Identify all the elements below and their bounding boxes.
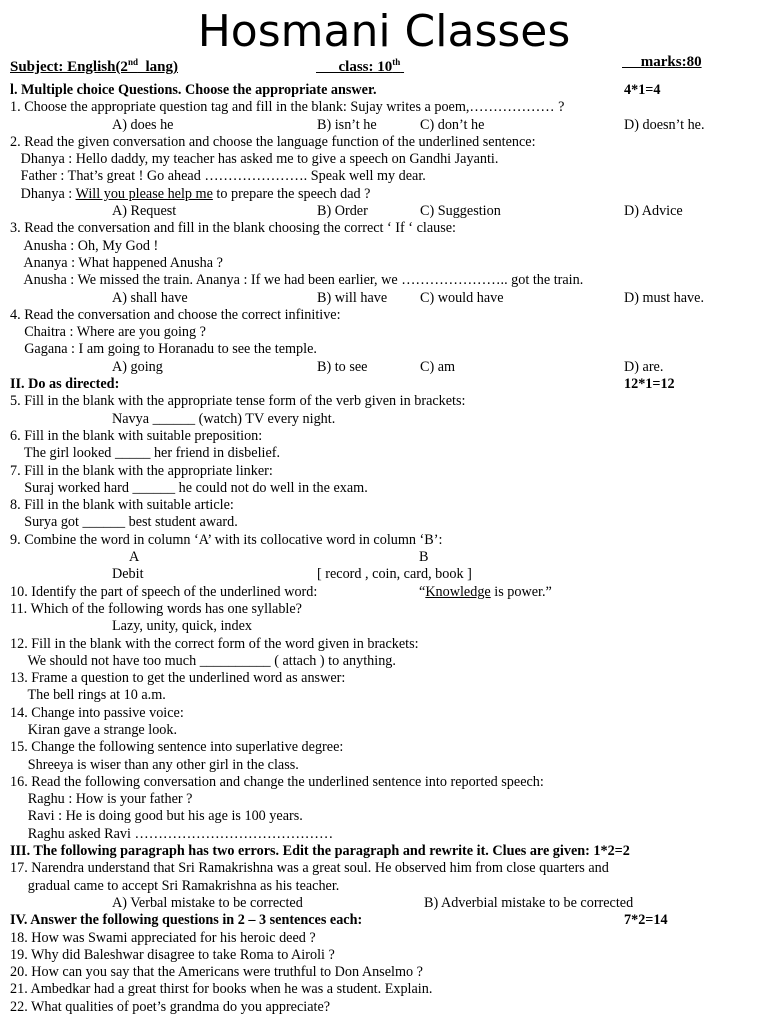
dialogue-line (10, 808, 760, 825)
question (10, 532, 760, 549)
question-text: 9. Combine the word in column ‘A’ with its collocative word in column ‘B’: (10, 531, 443, 548)
dialogue-text: Chaitra : Where are you going ? (10, 324, 206, 341)
question (10, 774, 760, 791)
question-text: 19. Why did Baleshwar disagree to take Roma to Airoli ? (10, 946, 335, 963)
option-a: A) shall have (112, 289, 188, 306)
option-d: D) Advice (624, 203, 683, 220)
section-title: III. The following paragraph has two errors. Edit the paragraph and rewrite it. Clues are given: 1*2=2 (10, 843, 630, 860)
underlined-sentence: Will you please help me (75, 185, 213, 202)
sub-text: Shreeya is wiser than any other girl in the class. (10, 756, 299, 773)
question-text: 16. Read the following conversation and change the underlined sentence into reported speech: (10, 773, 544, 790)
option-c: C) would have (420, 289, 504, 306)
option-b: B) to see (317, 358, 368, 375)
underlined-word: Knowledge (425, 583, 491, 600)
dialogue-text: Raghu asked Ravi …………………………………… (10, 825, 334, 842)
section-title: l. Multiple choice Questions. Choose the appropriate answer. (10, 82, 377, 98)
question-text: 13. Frame a question to get the underlined word as answer: (10, 670, 346, 687)
sub-text: Kiran gave a strange look. (10, 721, 178, 738)
question-text: 4. Read the conversation and choose the correct infinitive: (10, 306, 341, 323)
question-text: 1. Choose the appropriate question tag and fill in the blank: Sujay writes a poem,……………… ? (10, 99, 565, 116)
question-sub (10, 411, 760, 428)
option-c: C) Suggestion (420, 203, 501, 220)
question (10, 428, 760, 445)
question-sub (10, 687, 760, 704)
dialogue-line (10, 238, 760, 255)
page-title: Hosmani Classes (197, 6, 571, 57)
question (10, 981, 760, 998)
column-headers (10, 549, 760, 566)
option-a: A) Request (112, 203, 177, 220)
dialogue-line (10, 826, 760, 843)
question (10, 964, 760, 981)
class-label (316, 52, 404, 77)
option-d: D) must have. (624, 289, 704, 306)
option-c: C) am (420, 358, 456, 375)
option-a: A) does he (112, 116, 174, 133)
quote-rest: is power.” (490, 583, 552, 600)
sub-text: We should not have too much __________ ( attach ) to anything. (10, 652, 396, 669)
question (10, 705, 760, 722)
question-sub (10, 480, 760, 497)
column-a-header: A (129, 549, 140, 566)
dialogue-text: Ravi : He is doing good but his age is 100 years. (10, 808, 303, 825)
question (10, 307, 760, 324)
question-text: 15. Change the following sentence into superlative degree: (10, 739, 344, 756)
question-text: 3. Read the conversation and fill in the blank choosing the correct ‘ If ‘ clause: (10, 220, 456, 237)
question (10, 220, 760, 237)
dialogue-speaker: Dhanya : (10, 185, 76, 202)
quote-open: “ (419, 583, 426, 600)
dialogue-line (10, 791, 760, 808)
column-a-word: Debit (112, 566, 144, 583)
section-title: IV. Answer the following questions in 2 – 3 sentences each: (10, 912, 363, 929)
question (10, 601, 760, 618)
section-marks: 7*2=14 (624, 912, 668, 929)
question-text: 10. Identify the part of speech of the underlined word: (10, 583, 318, 600)
question-text: 2. Read the given conversation and choose the language function of the underlined sentence: (10, 133, 536, 150)
class-text-end (400, 59, 404, 75)
question (10, 463, 760, 480)
option-c: C) don’t he (420, 116, 485, 133)
question (10, 878, 760, 895)
question (10, 584, 760, 601)
question (10, 134, 760, 151)
dialogue-text (10, 186, 370, 203)
option-b: B) Order (317, 203, 368, 220)
dialogue-line (10, 151, 760, 168)
paper-header (10, 52, 730, 75)
dialogue-line (10, 186, 760, 203)
question (10, 999, 760, 1016)
section-heading (10, 912, 760, 929)
question-text: 20. How can you say that the Americans were truthful to Don Anselmo ? (10, 964, 423, 981)
question-sub (10, 722, 760, 739)
question-text: 18. How was Swami appreciated for his heroic deed ? (10, 929, 316, 946)
question (10, 930, 760, 947)
question-text: 22. What qualities of poet’s grandma do you appreciate? (10, 998, 331, 1015)
dialogue-text: Dhanya : Hello daddy, my teacher has asked me to give a speech on Gandhi Jayanti. (10, 151, 499, 168)
question-sub (10, 653, 760, 670)
option-b: B) Adverbial mistake to be corrected (424, 894, 634, 911)
dialogue-text: Anusha : Oh, My God ! (10, 237, 159, 254)
subject-text: Subject: English(2 (10, 59, 128, 75)
dialogue-text: Raghu : How is your father ? (10, 791, 193, 808)
options-row (10, 203, 760, 220)
question-text: 5. Fill in the blank with the appropriate tense form of the verb given in brackets: (10, 393, 466, 410)
question-text: 6. Fill in the blank with suitable preposition: (10, 427, 263, 444)
question-sub (10, 757, 760, 774)
sub-text: Surya got ______ best student award. (10, 514, 238, 531)
question-text: 12. Fill in the blank with the correct form of the word given in brackets: (10, 635, 419, 652)
question (10, 393, 760, 410)
dialogue-text: Father : That’s great ! Go ahead …………………. Speak well my dear. (10, 168, 426, 185)
dialogue-rest: to prepare the speech dad ? (212, 185, 371, 202)
section-heading (10, 843, 760, 860)
dialogue-text: Gagana : I am going to Horanadu to see the temple. (10, 341, 317, 358)
option-a: A) going (112, 358, 163, 375)
question (10, 497, 760, 514)
options-row (10, 359, 760, 376)
question-sub (10, 514, 760, 531)
column-values (10, 566, 760, 583)
question-text: 8. Fill in the blank with suitable article: (10, 497, 234, 514)
question-sub (10, 445, 760, 462)
class-text: class: 10 (316, 59, 393, 75)
sub-text: Navya ______ (watch) TV every night. (112, 410, 336, 427)
question-text: 7. Fill in the blank with the appropriate linker: (10, 462, 273, 479)
option-d: D) are. (624, 358, 664, 375)
column-b-header: B (419, 549, 429, 566)
question-text: 21. Ambedkar had a great thirst for books when he was a student. Explain. (10, 981, 433, 998)
dialogue-text: Ananya : What happened Anusha ? (10, 254, 223, 271)
column-b-words: [ record , coin, card, book ] (317, 566, 472, 583)
sub-text: The bell rings at 10 a.m. (10, 687, 166, 704)
question-text: 11. Which of the following words has one syllable? (10, 600, 302, 617)
dialogue-text: Anusha : We missed the train. Ananya : If we had been earlier, we ………………….. got the train. (10, 272, 584, 289)
sub-text: Lazy, unity, quick, index (112, 618, 252, 635)
question-sub (10, 618, 760, 635)
dialogue-line (10, 324, 760, 341)
dialogue-line (10, 255, 760, 272)
question (10, 860, 760, 877)
dialogue-line (10, 168, 760, 185)
question (10, 670, 760, 687)
question-text: 17. Narendra understand that Sri Ramakrishna was a great soul. He observed him from close quarters and (10, 860, 609, 877)
question-text: gradual came to accept Sri Ramakrishna as his teacher. (10, 877, 340, 894)
question (10, 739, 760, 756)
subject-text-end: lang) (137, 59, 178, 75)
section-heading (10, 82, 760, 99)
quote (419, 584, 552, 601)
question (10, 636, 760, 653)
option-b: B) isn’t he (317, 116, 377, 133)
option-a: A) Verbal mistake to be corrected (112, 894, 303, 911)
section-heading (10, 376, 760, 393)
option-b: B) will have (317, 289, 388, 306)
section-marks: 12*1=12 (624, 376, 675, 393)
subject-label (10, 52, 178, 77)
options-row (10, 895, 760, 912)
sub-text: Suraj worked hard ______ he could not do well in the exam. (10, 479, 368, 496)
options-row (10, 117, 760, 134)
class-sup: th (392, 57, 401, 67)
dialogue-line (10, 272, 760, 289)
question-text: 14. Change into passive voice: (10, 704, 184, 721)
dialogue-line (10, 341, 760, 358)
marks-label: marks:80 (622, 54, 702, 70)
section-title: II. Do as directed: (10, 376, 120, 393)
section-marks: 4*1=4 (624, 82, 661, 98)
options-row (10, 290, 760, 307)
question (10, 947, 760, 964)
subject-sup: nd (127, 57, 138, 67)
sub-text: The girl looked _____ her friend in disbelief. (10, 445, 281, 462)
option-d: D) doesn’t he. (624, 116, 705, 133)
question (10, 99, 760, 116)
question-paper (10, 82, 760, 1016)
